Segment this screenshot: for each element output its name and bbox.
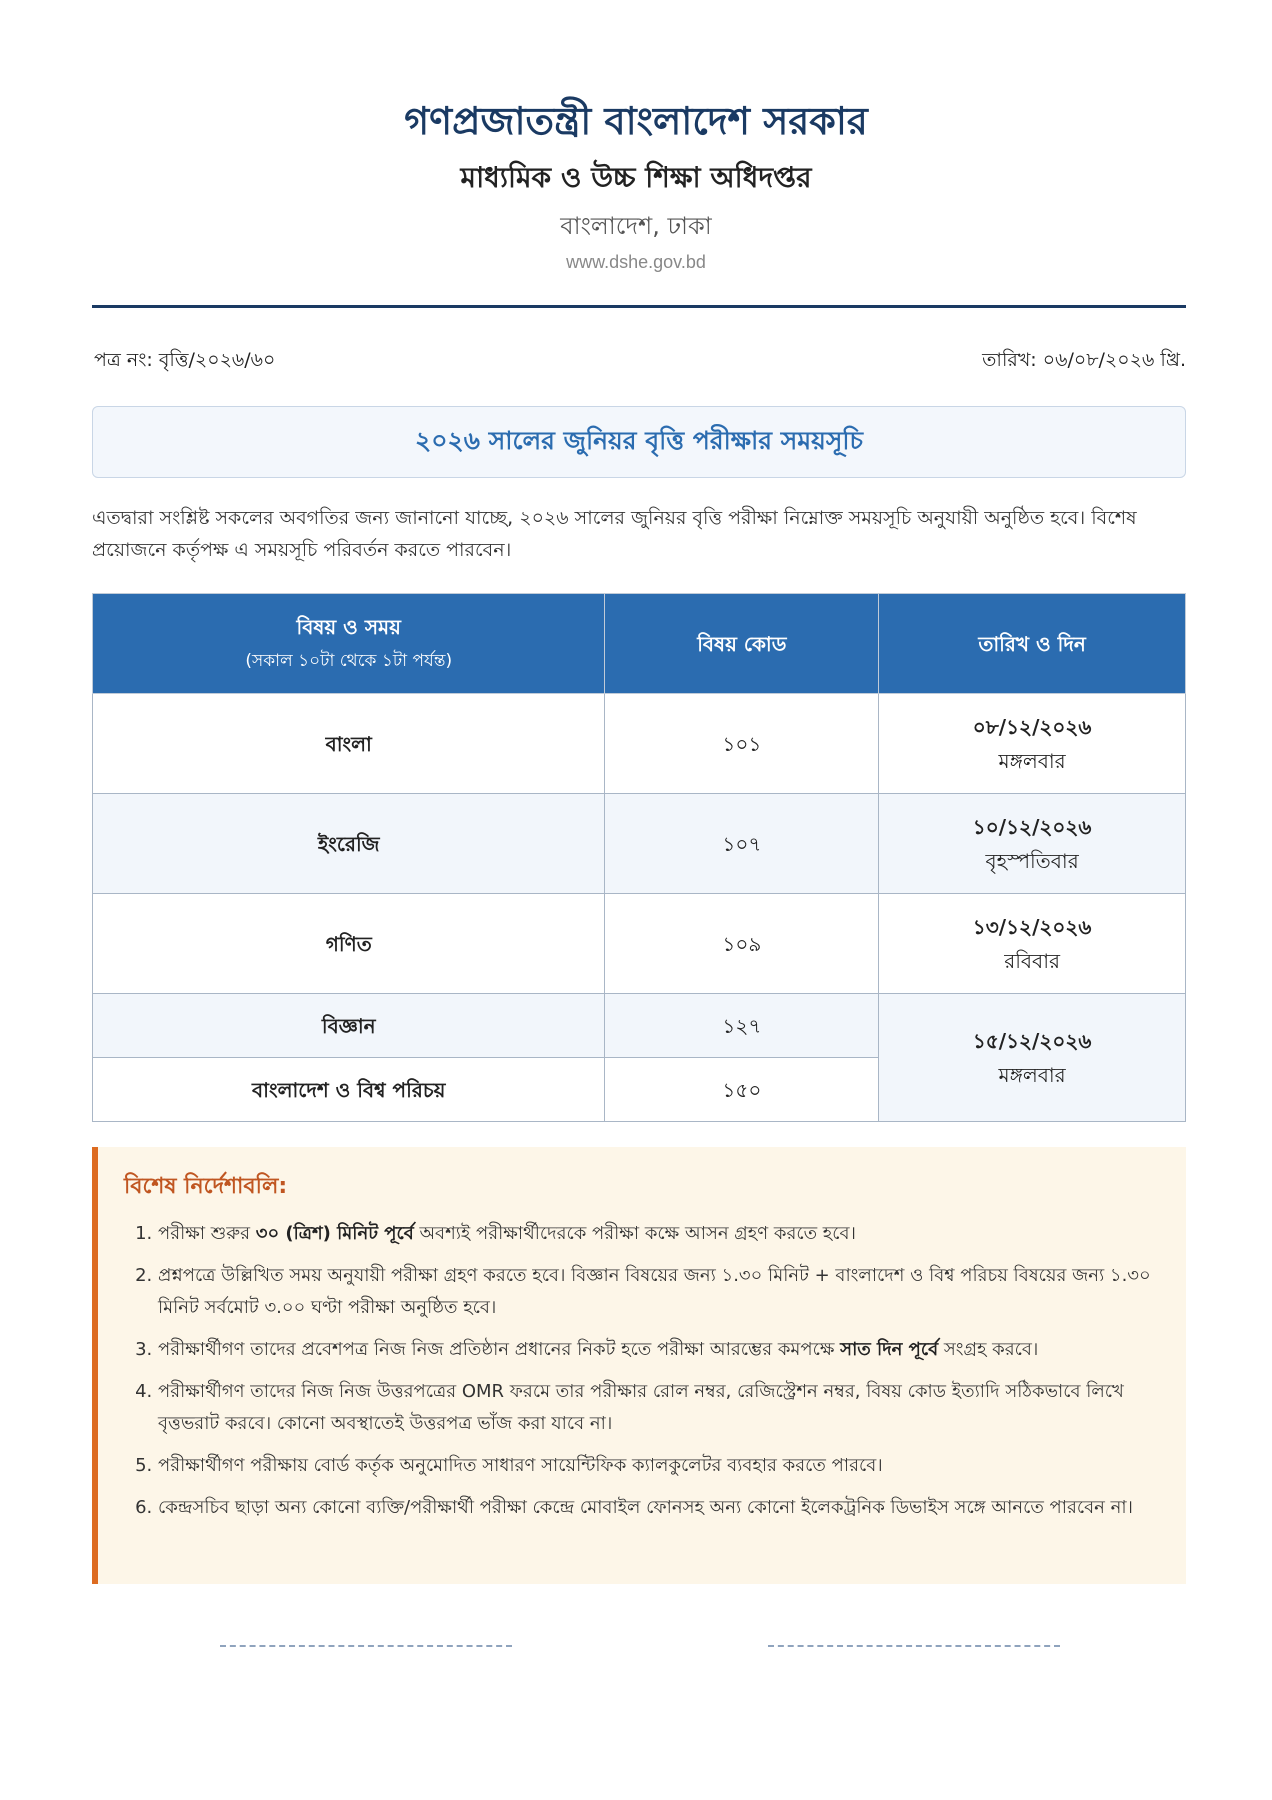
date-cell: [879, 894, 1186, 994]
header-subject: [93, 594, 605, 694]
department-name: মাধ্যমিক ও উচ্চ শিক্ষা অধিদপ্তর: [460, 161, 812, 194]
letterhead: [0, 0, 1272, 273]
exam-day: মঙ্গলবার: [998, 748, 1066, 773]
table-row: [93, 694, 1186, 794]
subject-cell: ইংরেজি: [93, 794, 605, 894]
list-item: [158, 1492, 1156, 1524]
instructions-title: বিশেষ নির্দেশাবলি:: [124, 1174, 288, 1199]
notice-title-box: [92, 406, 1186, 478]
instruction-text: অবশ্যই পরীক্ষার্থীদেরকে পরীক্ষা কক্ষে আসন গ্রহণ করতে হবে।: [413, 1223, 856, 1244]
header-divider: [92, 305, 1186, 308]
list-item: [158, 1218, 1156, 1250]
instruction-text: পরীক্ষার্থীগণ তাদের নিজ নিজ উত্তরপত্রের OMR ফরমে তার পরীক্ষার রোল নম্বর, রেজিস্ট্রেশন নম্বর, বিষয় কোড ইত্যাদি সঠিকভাবে লিখে বৃত্তভরাট করবে। কোনো অবস্থাতেই উত্তরপত্র ভাঁজ করা যাবে না।: [158, 1381, 1124, 1434]
header-subject-time: (সকাল ১০টা থেকে ১টা পর্যন্ত): [245, 650, 453, 671]
office-location: বাংলাদেশ, ঢাকা: [560, 212, 712, 240]
header-date: তারিখ ও দিন: [879, 594, 1186, 694]
code-cell: ১০১: [605, 694, 879, 794]
table-row: [93, 794, 1186, 894]
instruction-emphasis: সাত দিন পূর্বে: [840, 1339, 939, 1360]
notice-title: ২০২৬ সালের জুনিয়র বৃত্তি পরীক্ষার সময়সূচি: [414, 425, 863, 455]
exam-date: ১৫/১২/২০২৬: [972, 1028, 1092, 1053]
exam-date: ১০/১২/২০২৬: [972, 814, 1092, 839]
exam-day: বৃহস্পতিবার: [985, 848, 1079, 873]
header-code: বিষয় কোড: [605, 594, 879, 694]
instruction-emphasis: ৩০ (ত্রিশ) মিনিট পূর্বে: [255, 1223, 414, 1244]
table-row: [93, 894, 1186, 994]
special-instructions: [92, 1147, 1186, 1584]
instructions-list: [124, 1218, 1156, 1524]
subject-cell: বিজ্ঞান: [93, 994, 605, 1058]
issue-date: তারিখ: ০৬/০৮/২০২৬ খ্রি.: [982, 349, 1186, 371]
exam-day: রবিবার: [1004, 948, 1060, 973]
code-cell: ১০৯: [605, 894, 879, 994]
subject-cell: গণিত: [93, 894, 605, 994]
date-cell: [879, 994, 1186, 1122]
list-item: [158, 1260, 1156, 1324]
header-subject-label: বিষয় ও সময়: [296, 614, 401, 639]
code-cell: ১০৭: [605, 794, 879, 894]
instruction-text: পরীক্ষার্থীগণ পরীক্ষায় বোর্ড কর্তৃক অনুমোদিত সাধারণ সায়েন্টিফিক ক্যালকুলেটর ব্যবহার করতে পারবে।: [158, 1455, 883, 1476]
reference-number: পত্র নং: বৃত্তি/২০২৬/৬০: [94, 349, 276, 371]
intro-paragraph: এতদ্বারা সংশ্লিষ্ট সকলের অবগতির জন্য জানানো যাচ্ছে, ২০২৬ সালের জুনিয়র বৃত্তি পরীক্ষা নিম্নোক্ত সময়সূচি অনুযায়ী অনুষ্ঠিত হবে। বিশেষ প্রয়োজনে কর্তৃপক্ষ এ সময়সূচি পরিবর্তন করতে পারবেন।: [92, 507, 1137, 561]
government-name: গণপ্রজাতন্ত্রী বাংলাদেশ সরকার: [404, 99, 868, 143]
instruction-text: পরীক্ষা শুরুর: [158, 1223, 256, 1244]
exam-date: ১৩/১২/২০২৬: [972, 914, 1092, 939]
list-item: [158, 1450, 1156, 1482]
website-link[interactable]: www.dshe.gov.bd: [566, 252, 706, 272]
instruction-text: প্রশ্নপত্রে উল্লিখিত সময় অনুযায়ী পরীক্ষা গ্রহণ করতে হবে। বিজ্ঞান বিষয়ের জন্য ১.৩০ মিনিট + বাংলাদেশ ও বিশ্ব পরিচয় বিষয়ের জন্য ১.৩০ মিনিট সর্বমোট ৩.০০ ঘণ্টা পরীক্ষা অনুষ্ঠিত হবে।: [158, 1265, 1151, 1318]
signature-line-left: [220, 1645, 512, 1647]
table-row: [93, 994, 1186, 1058]
list-item: [158, 1334, 1156, 1366]
date-cell: [879, 794, 1186, 894]
code-cell: ১২৭: [605, 994, 879, 1058]
exam-day: মঙ্গলবার: [998, 1062, 1066, 1087]
instruction-text: সংগ্রহ করবে।: [938, 1339, 1039, 1360]
list-item: [158, 1376, 1156, 1440]
instruction-text: কেন্দ্রসচিব ছাড়া অন্য কোনো ব্যক্তি/পরীক্ষার্থী পরীক্ষা কেন্দ্রে মোবাইল ফোনসহ অন্য কোনো ইলেকট্রনিক ডিভাইস সঙ্গে আনতে পারবেন না।: [158, 1497, 1133, 1518]
signature-line-right: [768, 1645, 1060, 1647]
instruction-text: পরীক্ষার্থীগণ তাদের প্রবেশপত্র নিজ নিজ প্রতিষ্ঠান প্রধানের নিকট হতে পরীক্ষা আরম্ভের কমপক্ষে: [158, 1339, 841, 1360]
subject-cell: বাংলা: [93, 694, 605, 794]
code-cell: ১৫০: [605, 1058, 879, 1122]
exam-schedule-table: [92, 593, 1186, 1122]
date-cell: [879, 694, 1186, 794]
exam-date: ০৮/১২/২০২৬: [972, 714, 1092, 739]
letter-meta: [94, 346, 1186, 378]
subject-cell: বাংলাদেশ ও বিশ্ব পরিচয়: [93, 1058, 605, 1122]
